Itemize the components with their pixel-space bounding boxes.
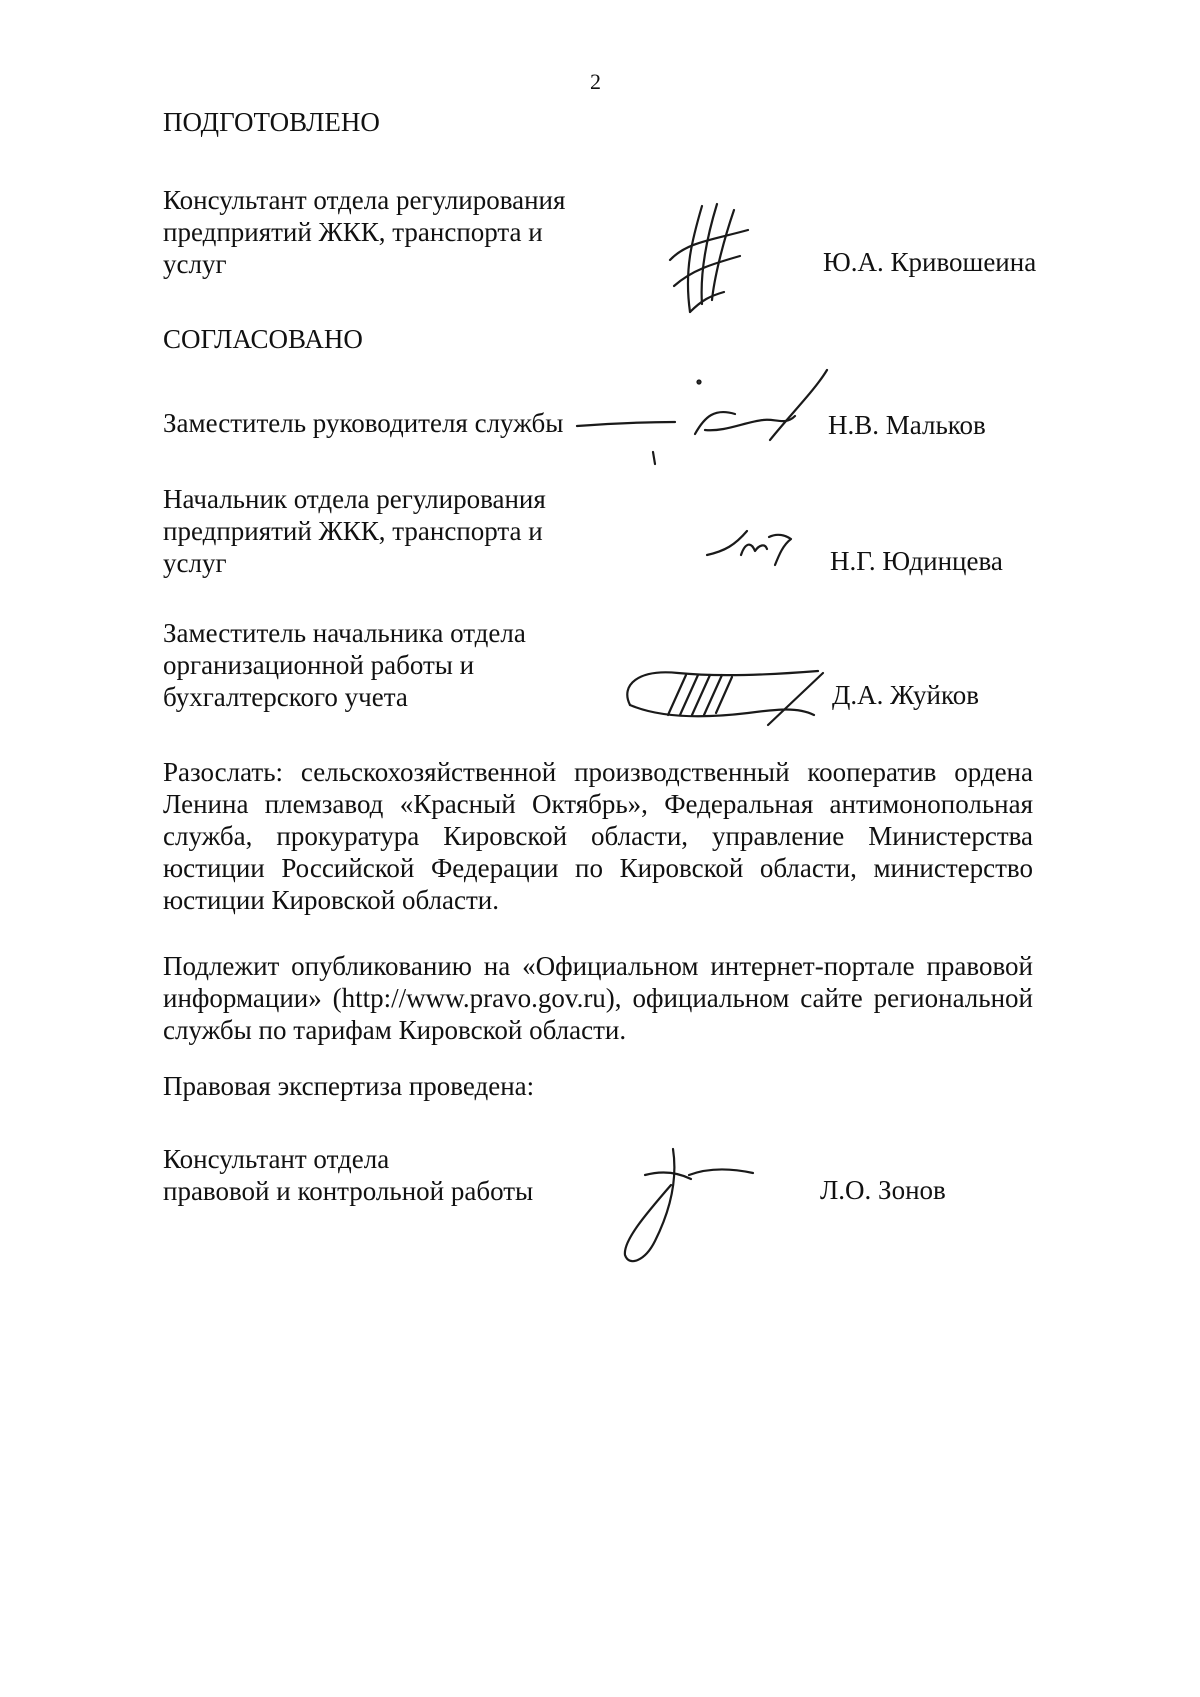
prepared-name: Ю.А. Кривошеина: [823, 247, 1037, 277]
distribution-paragraph: Разослать: сельскохозяйственной производственный кооператив ордена Ленина племзавод «Красный Октябрь», Федеральная антимонопольная служба, прокуратура Кировской области, управление Министерства юстиции Российской Федерации по Кировской области, министерство юстиции Кировской области.: [163, 757, 1033, 915]
signatory-3-position: [163, 617, 526, 713]
signature-yudintseva: [705, 525, 795, 575]
prepared-heading: ПОДГОТОВЛЕНО: [163, 107, 380, 137]
position-line: организационной работы и: [163, 650, 475, 680]
prepared-position: [163, 184, 565, 280]
publication-paragraph: Подлежит опубликованию на «Официальном интернет-портале правовой информации» (http://www.pravo.gov.ru), официальном сайте региональной службы по тарифам Кировской области.: [163, 951, 1033, 1045]
position-line: предприятий ЖКК, транспорта и: [163, 516, 543, 546]
position-line: Начальник отдела регулирования: [163, 484, 546, 514]
signatory-2-position: [163, 483, 546, 579]
position-line: правовой и контрольной работы: [163, 1176, 534, 1206]
page-number: 2: [590, 69, 601, 94]
signature-zonov: [615, 1145, 765, 1270]
signatory-2-name: Н.Г. Юдинцева: [830, 546, 1003, 576]
legal-review-heading: Правовая экспертиза проведена:: [163, 1071, 535, 1101]
signature-malkov: [575, 360, 835, 470]
position-line: бухгалтерского учета: [163, 682, 408, 712]
legal-review-name: Л.О. Зонов: [820, 1175, 946, 1205]
signatory-3-name: Д.А. Жуйков: [832, 680, 979, 710]
position-line: услуг: [163, 548, 227, 578]
legal-review-position: [163, 1143, 533, 1207]
signature-krivosheina: [662, 200, 752, 320]
position-line: предприятий ЖКК, транспорта и: [163, 217, 543, 247]
signature-zhuikov: [618, 655, 838, 730]
agreed-heading: СОГЛАСОВАНО: [163, 324, 363, 354]
position-line: Консультант отдела регулирования: [163, 185, 566, 215]
position-line: Заместитель начальника отдела: [163, 618, 526, 648]
signatory-1-name: Н.В. Мальков: [828, 410, 986, 440]
position-line: Консультант отдела: [163, 1144, 390, 1174]
signatory-1-position: Заместитель руководителя службы: [163, 408, 564, 438]
position-line: услуг: [163, 249, 227, 279]
